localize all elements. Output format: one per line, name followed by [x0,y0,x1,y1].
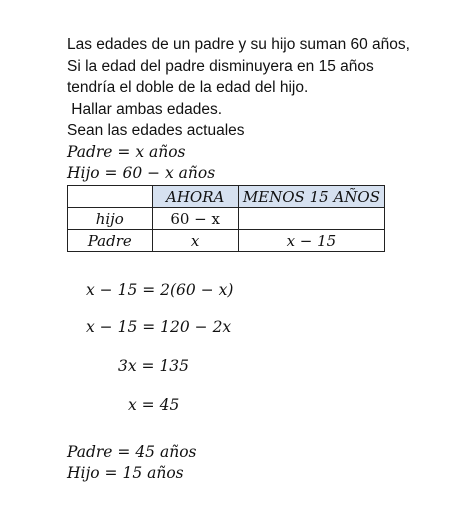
problem-statement [67,34,447,142]
table-header-cell: MENOS 15 AÑOS [238,186,384,208]
table-cell [238,208,384,230]
result-hijo: Hijo = 15 años [67,464,184,482]
ages-table [67,185,385,252]
table-cell: Padre [68,230,153,252]
equation-step: x − 15 = 120 − 2x [86,318,232,336]
table-cell: 60 − x [152,208,238,230]
statement-line-3: tendría el doble de la edad del hijo. [67,79,309,96]
equation-step: x = 45 [128,396,180,414]
table-cell: x − 15 [238,230,384,252]
statement-line-1: Las edades de un padre y su hijo suman 60 años, [67,36,410,53]
statement-line-2: Si la edad del padre disminuyera en 15 años [67,57,374,75]
result-padre: Padre = 45 años [67,443,197,461]
definition-padre: Padre = x años [67,143,186,161]
definition-hijo: Hijo = 60 − x años [67,164,216,182]
equation-step: 3x = 135 [118,357,190,375]
table-row [68,208,385,230]
statement-line-5: Sean las edades actuales [67,122,245,139]
table-header-row [68,186,385,208]
table-cell: hijo [68,208,153,230]
equation-step: x − 15 = 2(60 − x) [86,281,234,299]
table-header-cell: AHORA [152,186,238,208]
table-cell: x [152,230,238,252]
statement-line-4: Hallar ambas edades. [67,100,223,118]
table-header-cell [68,186,153,208]
table-row [68,230,385,252]
